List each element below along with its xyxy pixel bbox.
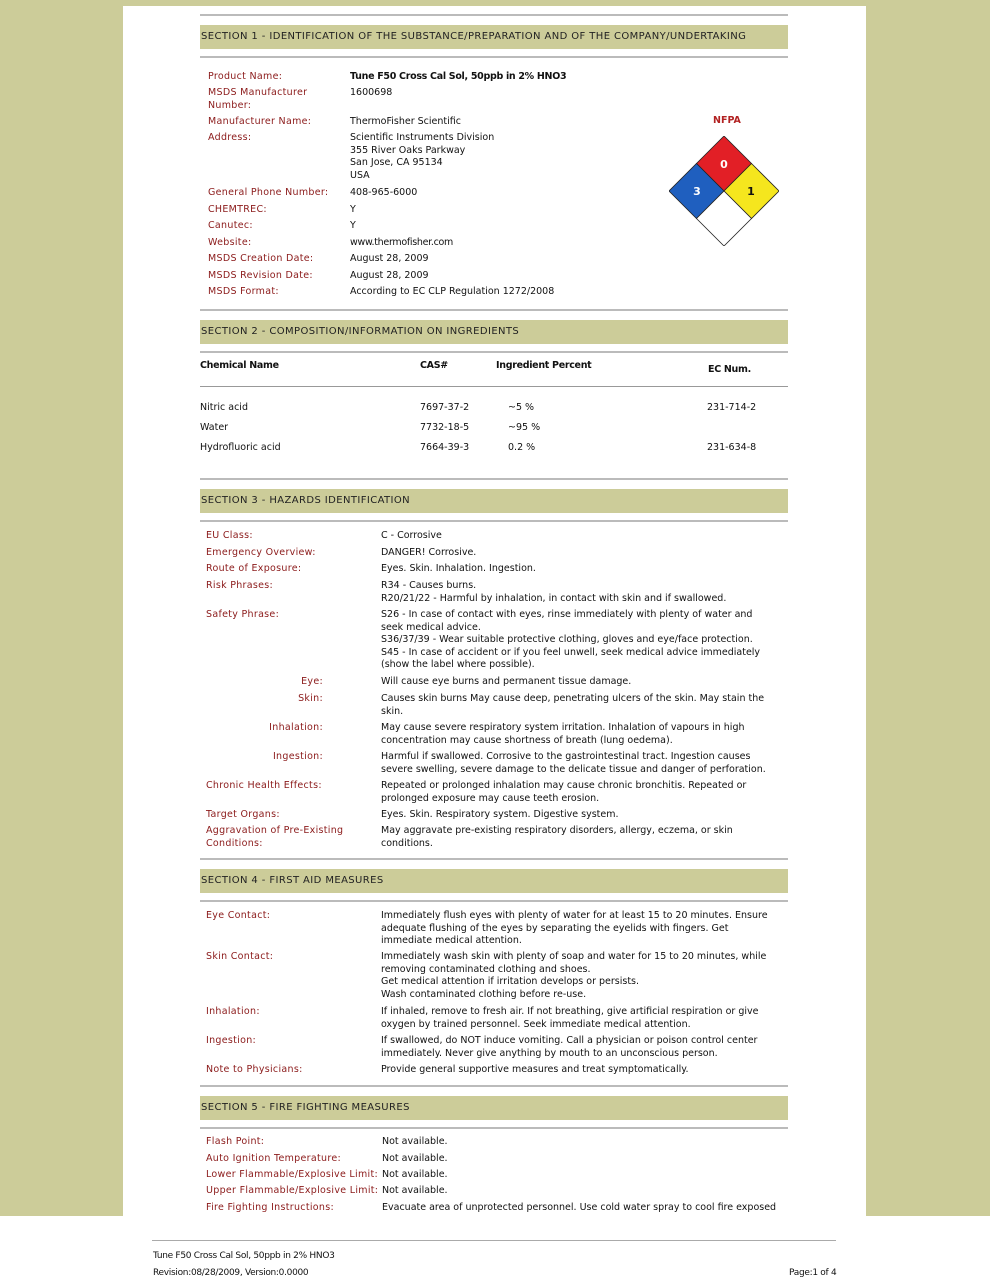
section-title: SECTION 3 - HAZARDS IDENTIFICATION — [200, 489, 788, 513]
manufacturer-value: ThermoFisher Scientific — [350, 116, 461, 127]
cell-cas: 7697-37-2 — [420, 402, 470, 413]
nfpa-label: NFPA — [713, 115, 741, 126]
upper-limit-label: Upper Flammable/Explosive Limit: — [206, 1185, 379, 1196]
document-page — [123, 6, 866, 1216]
text-line: May aggravate pre-existing respiratory disorders, allergy, eczema, or skin — [381, 825, 733, 836]
inhalation-label: Inhalation: — [269, 722, 323, 733]
text-line: Wash contaminated clothing before re-use. — [381, 988, 587, 1000]
first-aid-ingestion-label: Ingestion: — [206, 1035, 257, 1046]
footer-product: Tune F50 Cross Cal Sol, 50ppb in 2% HNO3 — [153, 1251, 335, 1261]
footer-divider — [152, 1240, 836, 1241]
upper-limit-value: Not available. — [382, 1185, 448, 1196]
column-header-cas: CAS# — [420, 360, 448, 371]
cell-percent: ~5 % — [508, 402, 535, 413]
auto-ignition-value: Not available. — [382, 1153, 448, 1164]
footer-revision: Revision:08/28/2009, Version:0.0000 — [153, 1268, 309, 1278]
target-organs-label: Target Organs: — [206, 809, 280, 820]
inhalation-value — [381, 722, 745, 747]
risk-phrases-label: Risk Phrases: — [206, 580, 274, 591]
cell-chemical: Water — [200, 422, 229, 433]
address-line: San Jose, CA 95134 — [350, 157, 443, 168]
section-title: SECTION 4 - FIRST AID MEASURES — [200, 869, 788, 893]
address-line: Scientific Instruments Division — [350, 132, 495, 143]
flash-point-value: Not available. — [382, 1136, 448, 1147]
text-line: Harmful if swallowed. Corrosive to the gastrointestinal tract. Ingestion causes — [381, 751, 751, 762]
ingestion-value — [381, 751, 766, 776]
footer-page-number: Page:1 of 4 — [789, 1268, 837, 1278]
column-header-percent: Ingredient Percent — [496, 360, 592, 371]
fire-fighting-label: Fire Fighting Instructions: — [206, 1202, 334, 1213]
target-organs-value: Eyes. Skin. Respiratory system. Digestive system. — [381, 809, 619, 820]
section-5-header — [200, 1085, 788, 1129]
fire-fighting-value: Evacuate area of unprotected personnel. Use cold water spray to cool fire exposed — [382, 1202, 777, 1213]
text-line: immediate medical attention. — [381, 935, 522, 946]
nfpa-flammability-value: 0 — [720, 158, 728, 171]
cell-percent: ~95 % — [508, 422, 541, 433]
creation-date-label: MSDS Creation Date: — [208, 253, 314, 264]
text-line: S45 - In case of accident or if you feel unwell, seek medical advice immediately — [381, 646, 761, 658]
phone-value: 408-965-6000 — [350, 187, 418, 198]
text-line: Causes skin burns May cause deep, penetrating ulcers of the skin. May stain the — [381, 693, 765, 704]
eye-label: Eye: — [301, 676, 323, 687]
first-aid-inhalation-label: Inhalation: — [206, 1006, 260, 1017]
page-footer — [0, 1216, 990, 1281]
route-label: Route of Exposure: — [206, 563, 302, 574]
address-value — [350, 132, 494, 182]
aggravation-value — [381, 825, 733, 850]
format-label: MSDS Format: — [208, 286, 279, 297]
flash-point-label: Flash Point: — [206, 1136, 265, 1147]
column-header-chemical: Chemical Name — [200, 360, 279, 371]
msds-number-label: MSDS Manufacturer Number: — [208, 87, 308, 111]
nfpa-reactivity-value: 1 — [747, 185, 755, 198]
risk-phrases-value — [381, 580, 726, 605]
first-aid-ingestion-value — [381, 1035, 757, 1060]
section-1-header — [200, 14, 788, 58]
chemtrec-label: CHEMTREC: — [208, 204, 267, 215]
skin-label: Skin: — [298, 693, 323, 704]
text-line: R20/21/22 - Harmful by inhalation, in contact with skin and if swallowed. — [381, 592, 727, 604]
section-4-header — [200, 858, 788, 902]
column-header-ec: EC Num. — [708, 364, 751, 375]
cell-cas: 7664-39-3 — [420, 442, 470, 453]
note-to-physicians-value: Provide general supportive measures and treat symptomatically. — [381, 1064, 689, 1075]
cell-percent: 0.2 % — [508, 442, 536, 453]
format-value: According to EC CLP Regulation 1272/2008 — [350, 286, 555, 297]
section-title: SECTION 2 - COMPOSITION/INFORMATION ON INGREDIENTS — [200, 320, 788, 344]
text-line: Aggravation of Pre-Existing — [206, 825, 344, 836]
text-line: S36/37/39 - Wear suitable protective clothing, gloves and eye/face protection. — [381, 634, 753, 645]
revision-date-label: MSDS Revision Date: — [208, 270, 313, 281]
text-line: concentration may cause shortness of breath (lung oedema). — [381, 734, 673, 746]
eu-class-value: C - Corrosive — [381, 530, 442, 541]
text-line: oxygen by trained personnel. Seek immediate medical attention. — [381, 1018, 691, 1030]
revision-date-value: August 28, 2009 — [350, 270, 429, 281]
lower-limit-label: Lower Flammable/Explosive Limit: — [206, 1169, 378, 1180]
canutec-value: Y — [350, 220, 356, 231]
nfpa-diamond — [669, 136, 779, 246]
canutec-label: Canutec: — [208, 220, 253, 231]
website-link[interactable]: www.thermofisher.com — [350, 237, 453, 248]
text-line: If swallowed, do NOT induce vomiting. Call a physician or poison control center — [381, 1035, 758, 1046]
text-line: (show the label where possible). — [381, 659, 535, 670]
text-line: severe swelling, severe damage to the delicate tissue and danger of perforation. — [381, 763, 766, 775]
skin-contact-label: Skin Contact: — [206, 951, 274, 962]
msds-number-value: 1600698 — [350, 87, 393, 98]
chronic-effects-label: Chronic Health Effects: — [206, 780, 322, 791]
route-value: Eyes. Skin. Inhalation. Ingestion. — [381, 563, 536, 574]
text-line: R34 - Causes burns. — [381, 580, 477, 591]
cell-cas: 7732-18-5 — [420, 422, 470, 433]
text-line: S26 - In case of contact with eyes, rinse immediately with plenty of water and — [381, 609, 753, 620]
website-label: Website: — [208, 237, 252, 248]
eye-value: Will cause eye burns and permanent tissue damage. — [381, 676, 632, 687]
product-name-value: Tune F50 Cross Cal Sol, 50ppb in 2% HNO3 — [350, 71, 567, 82]
text-line: removing contaminated clothing and shoes. — [381, 963, 591, 975]
text-line: Immediately wash skin with plenty of soap and water for 15 to 20 minutes, while — [381, 951, 767, 962]
text-line: prolonged exposure may cause teeth erosion. — [381, 792, 600, 804]
aggravation-label — [206, 825, 343, 850]
section-3-header — [200, 478, 788, 522]
phone-label: General Phone Number: — [208, 187, 329, 198]
skin-value — [381, 693, 764, 718]
chemtrec-value: Y — [350, 204, 356, 215]
text-line: adequate flushing of the eyes by separating the eyelids with fingers. Get — [381, 922, 729, 934]
emergency-overview-value: DANGER! Corrosive. — [381, 547, 477, 558]
cell-chemical: Hydrofluoric acid — [200, 442, 281, 453]
text-line: Repeated or prolonged inhalation may cause chronic bronchitis. Repeated or — [381, 780, 747, 791]
lower-limit-value: Not available. — [382, 1169, 448, 1180]
section-title: SECTION 1 - IDENTIFICATION OF THE SUBSTANCE/PREPARATION AND OF THE COMPANY/UNDERTAKING — [200, 25, 788, 49]
auto-ignition-label: Auto Ignition Temperature: — [206, 1153, 341, 1164]
address-line: USA — [350, 169, 370, 181]
eye-contact-value — [381, 910, 768, 948]
nfpa-health-value: 3 — [693, 185, 701, 198]
chronic-effects-value — [381, 780, 746, 805]
text-line: If inhaled, remove to fresh air. If not breathing, give artificial respiration or give — [381, 1006, 759, 1017]
cell-chemical: Nitric acid — [200, 402, 248, 413]
product-name-label: Product Name: — [208, 71, 283, 82]
first-aid-inhalation-value — [381, 1006, 758, 1031]
emergency-overview-label: Emergency Overview: — [206, 547, 316, 558]
safety-phrase-label: Safety Phrase: — [206, 609, 280, 620]
cell-ec: 231-634-8 — [707, 442, 757, 453]
manufacturer-label: Manufacturer Name: — [208, 116, 312, 127]
text-line: Immediately flush eyes with plenty of water for at least 15 to 20 minutes. Ensure — [381, 910, 768, 921]
text-line: Get medical attention if irritation develops or persists. — [381, 976, 640, 987]
note-to-physicians-label: Note to Physicians: — [206, 1064, 303, 1075]
eye-contact-label: Eye Contact: — [206, 910, 271, 921]
text-line: skin. — [381, 705, 404, 717]
section-title: SECTION 5 - FIRE FIGHTING MEASURES — [200, 1096, 788, 1120]
skin-contact-value — [381, 951, 766, 1001]
text-line: Conditions: — [206, 837, 263, 849]
eu-class-label: EU Class: — [206, 530, 253, 541]
address-label: Address: — [208, 132, 252, 143]
text-line: conditions. — [381, 837, 433, 849]
creation-date-value: August 28, 2009 — [350, 253, 429, 264]
cell-ec: 231-714-2 — [707, 402, 757, 413]
text-line: seek medical advice. — [381, 621, 481, 633]
table-divider — [200, 386, 788, 387]
text-line: May cause severe respiratory system irritation. Inhalation of vapours in high — [381, 722, 745, 733]
address-line: 355 River Oaks Parkway — [350, 144, 466, 156]
section-2-header — [200, 309, 788, 353]
safety-phrase-value — [381, 609, 760, 672]
text-line: immediately. Never give anything by mouth to an unconscious person. — [381, 1047, 718, 1059]
ingestion-label: Ingestion: — [272, 751, 323, 762]
